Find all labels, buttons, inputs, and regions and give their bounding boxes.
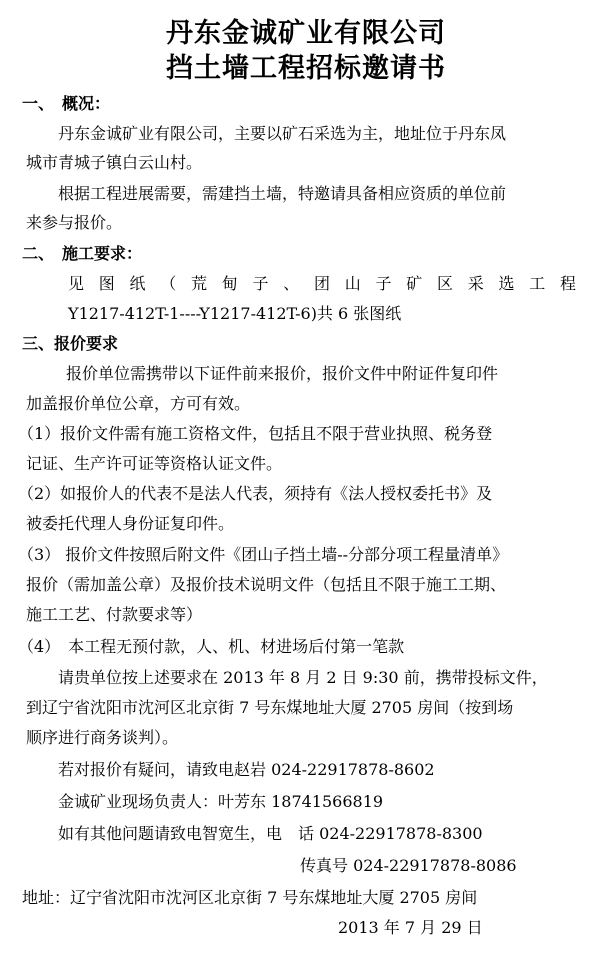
section3-item3-line1: （3） 报价文件按照后附文件《团山子挡土墙--分部分项工程量清单》 — [18, 545, 509, 564]
submission-line3: 顺序进行商务谈判）。 — [26, 728, 179, 747]
section3-item3-line2: 报价（需加盖公章）及报价技术说明文件（包括且不限于施工工期、 — [26, 575, 507, 594]
section3-item4: （4） 本工程无预付款，人、机、材进场后付第一笔款 — [18, 637, 405, 656]
section1-heading: 一、 概况： — [22, 94, 111, 113]
contact-site-manager: 金诚矿业现场负责人：叶芳东 18741566819 — [58, 792, 384, 811]
section1-p2-line2: 来参与报价。 — [26, 213, 123, 232]
contact-fax: 传真号 024-22917878-8086 — [300, 856, 517, 875]
section3-item3-line3: 施工工艺、付款要求等） — [26, 605, 203, 624]
contact-price-question: 若对报价有疑问，请致电赵岩 024-22917878-8602 — [58, 760, 435, 779]
company-address: 地址：辽宁省沈阳市沈河区北京街 7 号东煤地址大厦 2705 房间 — [22, 888, 478, 907]
submission-line1: 请贵单位按上述要求在 2013 年 8 月 2 日 9:30 前，携带投标文件， — [58, 668, 548, 687]
section1-p1-line2: 城市青城子镇白云山村。 — [26, 153, 203, 172]
section3-intro-line1: 报价单位需携带以下证件前来报价，报价文件中附证件复印件 — [66, 364, 499, 383]
section3-item2-line2: 被委托代理人身份证复印件。 — [26, 514, 235, 533]
document-date: 2013 年 7 月 29 日 — [338, 918, 483, 937]
submission-line2: 到辽宁省沈阳市沈河区北京街 7 号东煤地址大厦 2705 房间（按到场 — [26, 698, 514, 717]
section2-heading: 二、 施工要求： — [22, 244, 143, 263]
section3-item1-line1: （1）报价文件需有施工资格文件，包括且不限于营业执照、税务登 — [18, 424, 493, 443]
document-title-invitation: 挡土墙工程招标邀请书 — [166, 53, 446, 84]
section3-heading: 三、报价要求 — [22, 334, 119, 353]
section3-item1-line2: 记证、生产许可证等资格认证文件。 — [26, 454, 283, 473]
contact-other-question: 如有其他问题请致电智宽生，电 话 024-22917878-8300 — [58, 824, 483, 843]
section1-p1-line1: 丹东金诚矿业有限公司，主要以矿石采选为主，地址位于丹东凤 — [58, 124, 507, 143]
document-title-company: 丹东金诚矿业有限公司 — [166, 18, 446, 49]
section3-item2-line1: （2）如报价人的代表不是法人代表，须持有《法人授权委托书》及 — [18, 484, 493, 503]
section3-intro-line2: 加盖报价单位公章，方可有效。 — [26, 394, 251, 413]
section2-drawings-line2: Y1217-412T-1----Y1217-412T-6)共 6 张图纸 — [68, 304, 402, 323]
section1-p2-line1: 根据工程进展需要，需建挡土墙，特邀请具备相应资质的单位前 — [58, 184, 507, 203]
section2-drawings-line1: 见图纸（荒甸子、团山子矿区采选工程 — [68, 274, 576, 293]
